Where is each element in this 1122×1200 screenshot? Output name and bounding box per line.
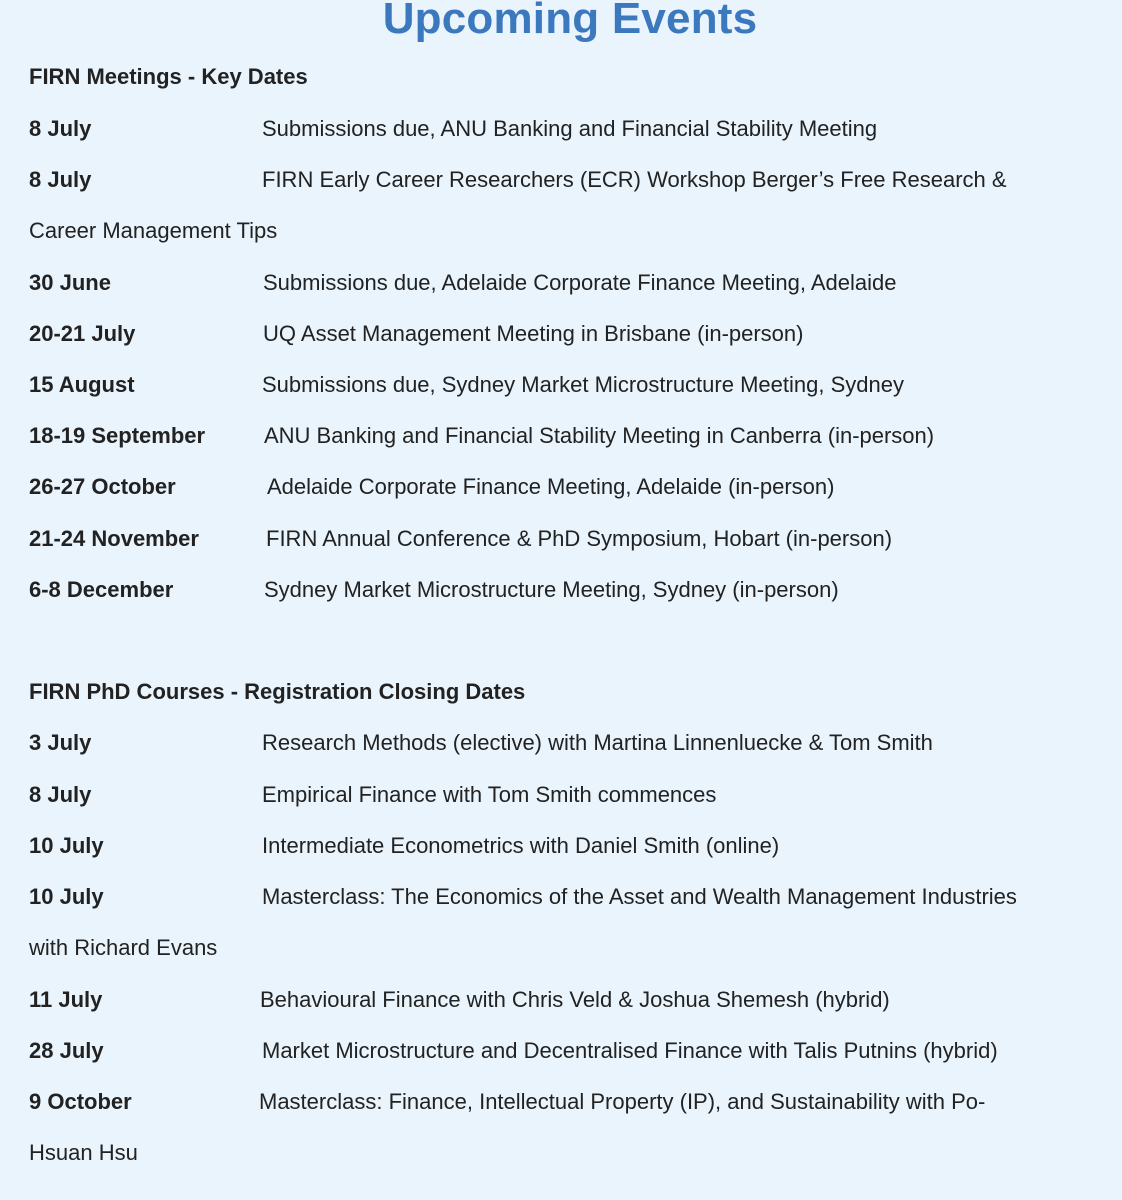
meetings-heading: FIRN Meetings - Key Dates [29, 64, 308, 89]
course-row [0, 883, 1122, 911]
course-date: 9 October [29, 1089, 132, 1114]
meeting-description: Submissions due, Adelaide Corporate Finance Meeting, Adelaide [263, 270, 897, 295]
meeting-row [0, 422, 1122, 450]
course-description: Intermediate Econometrics with Daniel Smith (online) [262, 833, 780, 858]
course-description: Masterclass: Finance, Intellectual Property (IP), and Sustainability with Po- [259, 1089, 986, 1114]
meeting-description: UQ Asset Management Meeting in Brisbane (in-person) [263, 321, 804, 346]
meeting-date: 20-21 July [29, 321, 136, 346]
meeting-description: Submissions due, Sydney Market Microstructure Meeting, Sydney [262, 372, 904, 397]
page-title: Upcoming Events [382, 0, 758, 43]
meeting-date: 18-19 September [29, 423, 206, 448]
course-row [0, 1088, 1122, 1116]
meeting-date: 15 August [29, 372, 135, 397]
course-description: Research Methods (elective) with Martina Linnenluecke & Tom Smith [262, 730, 933, 755]
meeting-description: Adelaide Corporate Finance Meeting, Adelaide (in-person) [267, 474, 835, 499]
meeting-row [0, 320, 1122, 348]
course-row [0, 781, 1122, 809]
course-description-continuation: Hsuan Hsu [29, 1140, 138, 1165]
meeting-description: Submissions due, ANU Banking and Financial Stability Meeting [262, 116, 878, 141]
meeting-row [0, 166, 1122, 194]
meeting-date: 21-24 November [29, 526, 199, 551]
meeting-description-continuation: Career Management Tips [29, 218, 278, 243]
course-date: 8 July [29, 782, 92, 807]
course-row [0, 832, 1122, 860]
meeting-description: FIRN Annual Conference & PhD Symposium, Hobart (in-person) [266, 526, 893, 551]
meeting-date: 26-27 October [29, 474, 176, 499]
courses-heading: FIRN PhD Courses - Registration Closing Dates [29, 679, 526, 704]
course-date: 28 July [29, 1038, 104, 1063]
meeting-description: Sydney Market Microstructure Meeting, Sydney (in-person) [264, 577, 839, 602]
course-description: Masterclass: The Economics of the Asset and Wealth Management Industries [262, 884, 1017, 909]
meeting-row [0, 473, 1122, 501]
course-row [0, 986, 1122, 1014]
meeting-date: 30 June [29, 270, 111, 295]
course-description-continuation: with Richard Evans [29, 935, 218, 960]
meeting-date: 6-8 December [29, 577, 174, 602]
meeting-description: ANU Banking and Financial Stability Meeting in Canberra (in-person) [264, 423, 935, 448]
meeting-row [0, 525, 1122, 553]
course-description: Market Microstructure and Decentralised Finance with Talis Putnins (hybrid) [262, 1038, 998, 1063]
meeting-row [0, 115, 1122, 143]
meeting-date: 8 July [29, 167, 92, 192]
course-description: Behavioural Finance with Chris Veld & Joshua Shemesh (hybrid) [260, 987, 890, 1012]
course-row [0, 1037, 1122, 1065]
course-description: Empirical Finance with Tom Smith commences [262, 782, 717, 807]
course-date: 3 July [29, 730, 92, 755]
meeting-row [0, 371, 1122, 399]
course-date: 10 July [29, 833, 104, 858]
meeting-description: FIRN Early Career Researchers (ECR) Workshop Berger’s Free Research & [262, 167, 1007, 192]
meeting-row [0, 269, 1122, 297]
course-row [0, 729, 1122, 757]
meeting-date: 8 July [29, 116, 92, 141]
meeting-row [0, 576, 1122, 604]
course-date: 11 July [29, 987, 103, 1012]
course-date: 10 July [29, 884, 104, 909]
